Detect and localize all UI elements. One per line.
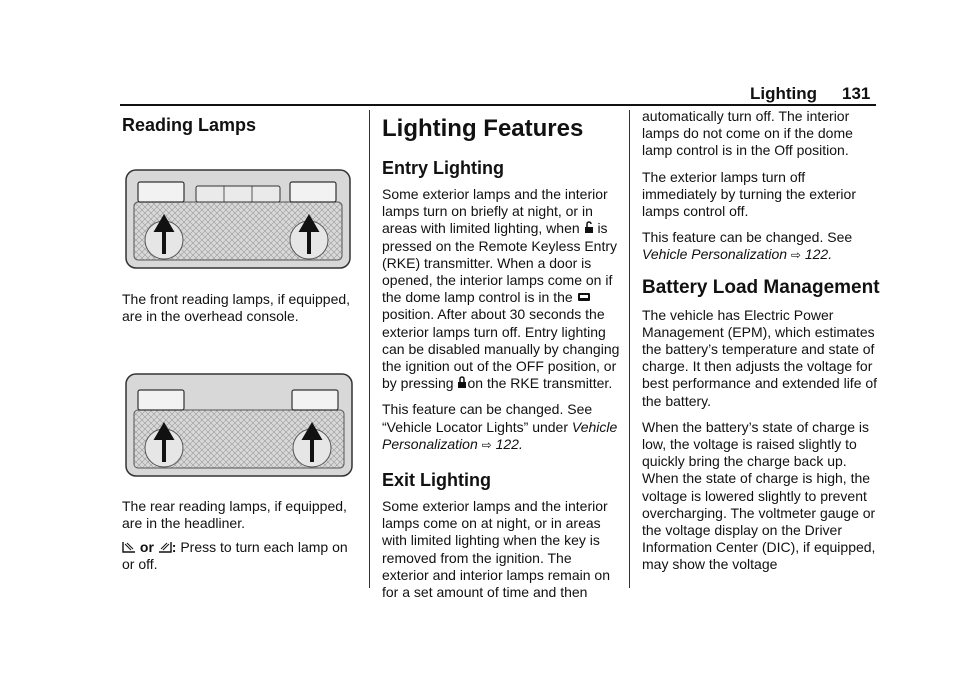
exit-lighting-paragraph: Some exterior lamps and the interior lamps come on at night, or in areas with limited lighting when the key is removed from the ignition. The exterior and interior lamps remain on for a set amount of time and then	[382, 498, 610, 601]
exit-see-text: This feature can be changed. See	[642, 229, 853, 246]
page-ref-2[interactable]: 122	[804, 246, 829, 263]
reading-lamp-right-icon	[158, 541, 172, 553]
battery-epm-paragraph: The vehicle has Electric Power Management (EPM), which estimates the battery’s temperature and state of charge. It then adjusts the voltage for best performance and extended life of the battery.	[642, 306, 878, 409]
heading-battery-load-management: Battery Load Management	[642, 276, 880, 298]
reading-lamp-instructions	[122, 539, 354, 573]
page-number: 131	[842, 84, 871, 103]
door-icon	[577, 292, 591, 302]
heading-lighting-features: Lighting Features	[382, 115, 584, 142]
front-reading-lamp-console-illustration	[124, 168, 352, 270]
reading-lamp-left-icon	[122, 541, 136, 553]
instr-colon: :	[171, 539, 177, 555]
lock-icon	[457, 376, 467, 389]
page-header-section: Lighting	[750, 84, 818, 103]
heading-exit-lighting: Exit Lighting	[382, 470, 491, 491]
column-reading-lamps	[122, 108, 354, 573]
link-vehicle-personalization-1[interactable]: Vehicle Personalization	[382, 418, 618, 452]
reference-arrow-icon: ⇨	[481, 437, 492, 452]
caption-rear-reading-lamps: The rear reading lamps, if equipped, are in the headliner.	[122, 498, 347, 532]
column-lighting-features	[382, 108, 622, 610]
caption-front-reading-lamps: The front reading lamps, if equipped, are in the overhead console.	[122, 291, 351, 325]
rear-reading-lamp-headliner-illustration	[124, 372, 354, 478]
column-divider-2	[629, 110, 630, 588]
reference-arrow-icon: ⇨	[790, 248, 801, 263]
exterior-lamps-off-paragraph: The exterior lamps turn off immediately by turning the exterior lamps control off.	[642, 168, 856, 220]
instr-or: or	[139, 539, 154, 555]
entry-text-c: position. After about 30 seconds the exterior lamps turn off. Entry lighting can be disabled manually by changing the ignition out of the OFF position, or by pressing	[382, 306, 620, 392]
battery-charge-paragraph: When the battery’s state of charge is low, the voltage is raised slightly to quickly bring the charge back up. When the state of charge is high, the voltage is lowered slightly to prevent overcharging. The voltmeter gauge or the voltage display on the Driver Information Center (DIC), if equipped, may show the voltage	[642, 418, 876, 573]
header-rule	[120, 104, 876, 106]
entry-lighting-paragraph	[382, 186, 622, 392]
exit-lighting-continued: automatically turn off. The interior lamps do not come on if the dome lamp control is in the Off position.	[642, 108, 853, 159]
entry-text-d: on the RKE transmitter.	[467, 375, 613, 392]
entry-personalization-paragraph: This feature can be changed. See “Vehicle Locator Lights” under Vehicle Personalization ⇨ 122.	[382, 401, 622, 454]
entry-text-b: is pressed on the Remote Keyless Entry (RKE) transmitter. When a door is opened, the interior lamps come on if the dome lamp control is in the	[382, 220, 618, 306]
exit-personalization-paragraph: This feature can be changed. See Vehicle Personalization ⇨ 122.	[642, 229, 882, 264]
column-battery	[642, 108, 882, 583]
entry-text-a: Some exterior lamps and the interior lamps turn on briefly at night, or in areas with limited lighting, when	[382, 186, 608, 237]
page-ref-1[interactable]: 122	[495, 435, 519, 452]
link-vehicle-personalization-2[interactable]: Vehicle Personalization	[642, 246, 788, 263]
column-divider-1	[369, 110, 370, 588]
heading-entry-lighting: Entry Lighting	[382, 158, 504, 178]
entry-see-text: This feature can be changed. See “Vehicle Locator Lights” under	[382, 401, 593, 435]
heading-reading-lamps: Reading Lamps	[122, 115, 257, 135]
instr-text: Press to turn each lamp on or off.	[122, 539, 348, 573]
unlock-icon	[584, 221, 594, 234]
